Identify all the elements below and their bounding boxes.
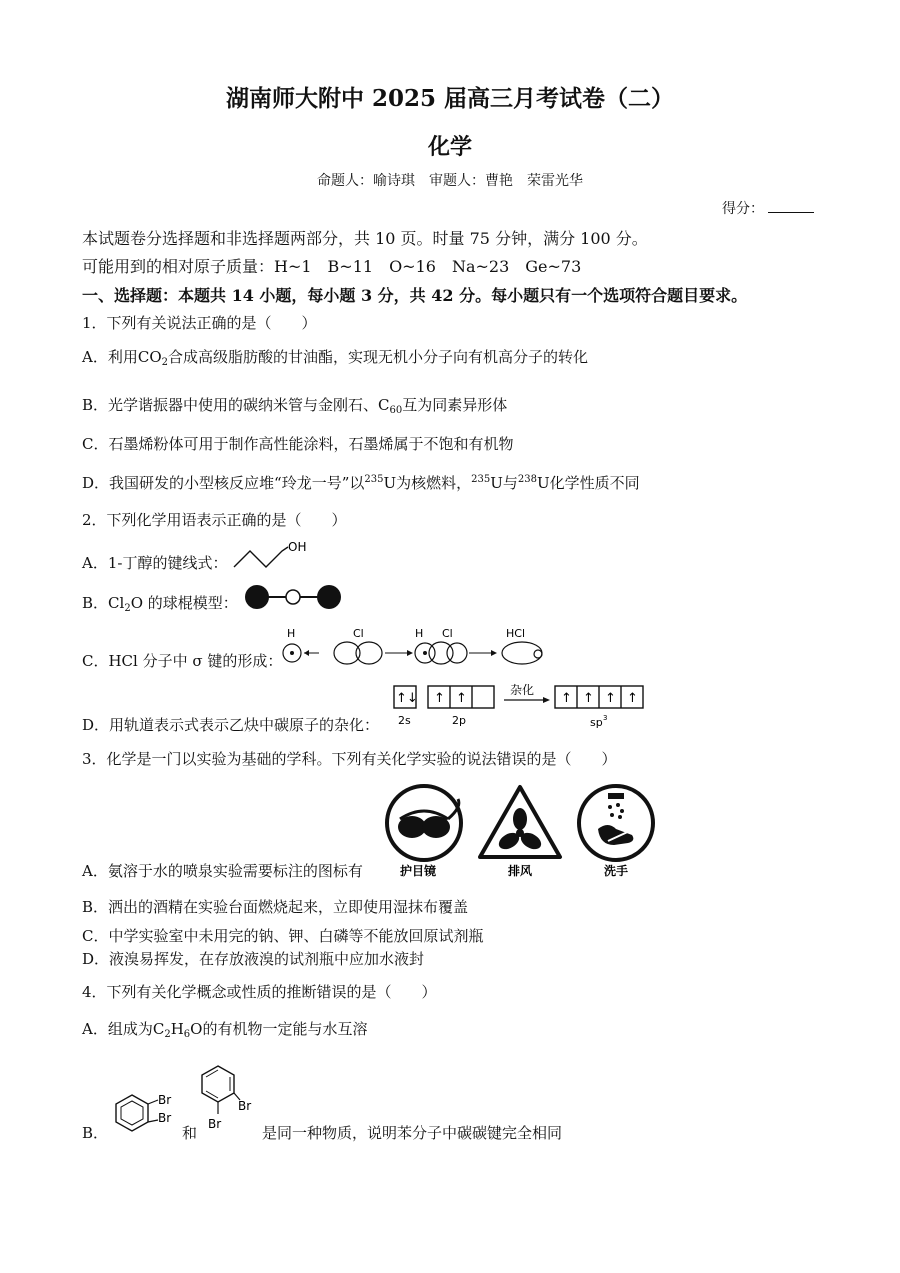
score-field — [722, 198, 814, 218]
dibromobenzene-structure-1 — [112, 1090, 182, 1140]
q4-a-post: 的有机物一定能与水互溶 — [202, 1020, 368, 1038]
q1-a-co: CO — [137, 348, 162, 366]
q1-b-c: C — [378, 396, 390, 414]
score-blank — [768, 200, 814, 213]
hybridize-arrow-label: 杂化 — [510, 683, 535, 697]
2p-up-2: ↑ — [456, 691, 467, 706]
q1-d-sup1: 235 — [364, 474, 384, 485]
acetylene-hybridization-diagram — [392, 680, 647, 730]
q4-a-c: C — [152, 1020, 165, 1038]
sp3-up-4: ↑ — [627, 691, 638, 706]
q2-b-post: O 的球棍模型： — [130, 594, 238, 612]
q1-option-b — [82, 394, 507, 416]
cl2o-ball-stick-model — [243, 583, 343, 613]
q3-option-c: C．中学实验室中未用完的钠、钾、白磷等不能放回原试剂瓶 — [82, 927, 484, 945]
q1-d-sup2: 235 — [471, 474, 491, 485]
2p-up-1: ↑ — [434, 691, 445, 706]
q4-b-and: 和 — [182, 1124, 198, 1142]
sp3-up-1: ↑ — [561, 691, 572, 706]
hand-wash-label: 洗手 — [604, 864, 629, 878]
q2-option-d: D．用轨道表示式表示乙炔中碳原子的杂化： — [82, 716, 380, 734]
exhaust-fan-label: 排风 — [508, 864, 533, 878]
sp3-up-3: ↑ — [605, 691, 616, 706]
q2-b-sub: 2 — [124, 603, 131, 614]
2s-label: 2s — [398, 714, 411, 727]
oh-label: OH — [288, 540, 307, 554]
q1-b-pre: B．光学谐振器中使用的碳纳米管与金刚石、 — [82, 396, 379, 414]
q1-a-sub: 2 — [161, 357, 168, 368]
q3-option-a: A．氨溶于水的喷泉实验需要标注的图标有 — [82, 862, 363, 880]
q1-d-post: 化学性质不同 — [549, 474, 640, 492]
q1-d-u3: U — [537, 474, 550, 492]
q4-option-b-prefix: B． — [82, 1124, 109, 1142]
exam-title: 湖南师大附中 2025 届高三月考试卷（二） — [225, 85, 675, 112]
br-label-1b: Br — [158, 1111, 172, 1125]
hcl-sigma-bond-diagram — [277, 625, 552, 671]
q4-stem: 4．下列有关化学概念或性质的推断错误的是（ ） — [82, 983, 437, 1001]
q1-option-c: C．石墨烯粉体可用于制作高性能涂料，石墨烯属于不饱和有机物 — [82, 435, 514, 453]
q3-stem: 3．化学是一门以实验为基础的学科。下列有关化学实验的说法错误的是（ ） — [82, 750, 617, 768]
br-label-2b: Br — [208, 1117, 222, 1131]
q4-a-sub1: 2 — [164, 1029, 171, 1040]
sp3-label-sup: 3 — [603, 714, 608, 722]
q1-a-pre: A．利用 — [82, 348, 138, 366]
goggles-label: 护目镜 — [400, 864, 437, 878]
q1-a-post: 合成高级脂肪酸的甘油酯，实现无机小分子向有机高分子的转化 — [168, 348, 589, 366]
q4-a-pre: A．组成为 — [82, 1020, 153, 1038]
q1-d-u1: U — [383, 474, 397, 492]
br-label-1a: Br — [158, 1093, 172, 1107]
h-label-1: H — [287, 627, 296, 640]
sp3-up-2: ↑ — [583, 691, 594, 706]
q2-option-c: C．HCl 分子中 σ 键的形成： — [82, 652, 283, 670]
subject-title: 化学 — [427, 134, 472, 160]
section-heading: 一、选择题：本题共 14 小题，每小题 3 分，共 42 分。每小题只有一个选项符合题目要求。 — [82, 286, 748, 305]
q2-option-b — [82, 592, 238, 614]
goggles-icon — [382, 783, 468, 879]
butanol-skeletal-formula — [232, 537, 312, 571]
q4-option-a — [82, 1018, 368, 1040]
q2-stem: 2．下列化学用语表示正确的是（ ） — [82, 511, 347, 529]
q3-option-b: B．洒出的酒精在实验台面燃烧起来，立即使用湿抹布覆盖 — [82, 898, 469, 916]
q1-b-post: 互为同素异形体 — [402, 396, 508, 414]
q1-d-sup3: 238 — [517, 474, 537, 485]
q1-option-a — [82, 346, 588, 368]
q1-stem: 1．下列有关说法正确的是（ ） — [82, 314, 317, 332]
intro-line-2: 可能用到的相对原子质量：H~1 B~11 O~16 Na~23 Ge~73 — [82, 257, 582, 276]
2p-label: 2p — [452, 714, 466, 727]
q2-b-cl: Cl — [108, 594, 125, 612]
q2-option-a: A．1-丁醇的键线式： — [82, 554, 228, 572]
2s-cell: ↑↓ — [396, 691, 418, 706]
cl-label-1: Cl — [353, 627, 364, 640]
q1-d-and: 与 — [502, 474, 518, 492]
q4-option-b-text: 是同一种物质，说明苯分子中碳碳键完全相同 — [262, 1124, 563, 1142]
dibromobenzene-structure-2 — [196, 1062, 260, 1138]
authors-line: 命题人：喻诗琪 审题人：曹艳 荣雷光华 — [317, 173, 583, 189]
q4-a-o: O — [190, 1020, 203, 1038]
hcl-label: HCl — [506, 627, 526, 640]
cl-label-2: Cl — [442, 627, 453, 640]
intro-line-1: 本试题卷分选择题和非选择题两部分，共 10 页。时量 75 分钟，满分 100 分。 — [82, 229, 648, 248]
hand-wash-icon — [574, 783, 660, 879]
exhaust-fan-icon — [476, 783, 564, 879]
h-label-2: H — [415, 627, 424, 640]
br-label-2a: Br — [238, 1099, 252, 1113]
q4-a-sub2: 6 — [183, 1029, 191, 1040]
q3-option-d: D．液溴易挥发，在存放液溴的试剂瓶中应加水液封 — [82, 950, 425, 968]
q1-d-pre: D．我国研发的小型核反应堆“玲龙一号”以 — [82, 474, 365, 492]
q4-a-h: H — [170, 1020, 184, 1038]
sp3-label: sp — [590, 716, 603, 729]
score-label: 得分： — [722, 201, 764, 217]
q1-option-d — [82, 472, 640, 493]
q1-d-mid: 为核燃料， — [396, 474, 472, 492]
q1-d-u2: U — [490, 474, 503, 492]
q1-b-sub: 60 — [389, 405, 403, 416]
q2-b-pre: B． — [82, 594, 109, 612]
